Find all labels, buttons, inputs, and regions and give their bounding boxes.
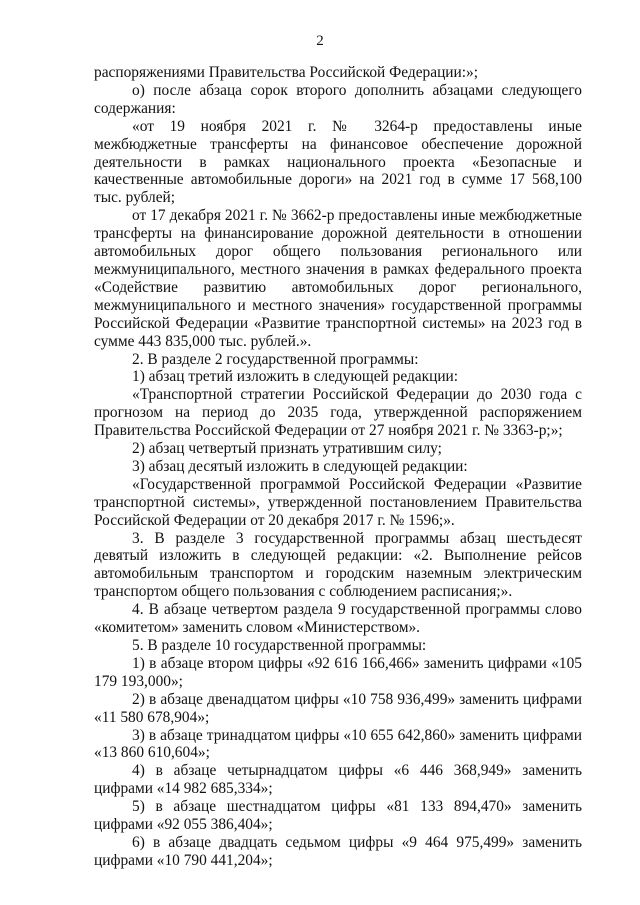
paragraph: 1) в абзаце втором цифры «92 616 166,466» заменить цифрами «105 179 193,000»; (94, 654, 582, 690)
paragraph: 4) в абзаце четырнадцатом цифры «6 446 368,949» заменить цифрами «14 982 685,334»; (94, 762, 582, 798)
paragraph: 3) в абзаце тринадцатом цифры «10 655 642,860» заменить цифрами «13 860 610,604»; (94, 726, 582, 762)
paragraph: 1) абзац третий изложить в следующей редакции: (132, 368, 459, 386)
document-body (94, 64, 582, 870)
paragraph: 6) в абзаце двадцать седьмом цифры «9 464 975,499» заменить цифрами «10 790 441,204»; (94, 833, 582, 869)
paragraph: 2. В разделе 2 государственной программы: (132, 350, 419, 368)
paragraph: 2) в абзаце двенадцатом цифры «10 758 936,499» заменить цифрами «11 580 678,904»; (94, 690, 582, 726)
paragraph: 4. В абзаце четвертом раздела 9 государственной программы слово «комитетом» заменить словом «Министерством». (94, 601, 582, 637)
paragraph: 2) абзац четвертый признать утратившим силу; (132, 440, 442, 458)
paragraph: «Государственной программой Российской Федерации «Развитие транспортной системы», утвержденной постановлением Правительства Российской Федерации от 20 декабря 2017 г. № 1596;». (94, 475, 582, 529)
paragraph: 3) абзац десятый изложить в следующей редакции: (132, 457, 468, 475)
paragraph: 5. В разделе 10 государственной программы: (132, 637, 427, 654)
paragraph: 3. В разделе 3 государственной программы абзац шестьдесят девятый изложить в следующей редакции: «2. Выполнение рейсов автомобильным транспортом и городским наземным электрическим транспортом общего пользования с соблюдением расписания;». (94, 529, 582, 601)
paragraph: о) после абзаца сорок второго дополнить абзацами следующего содержания: (94, 81, 582, 117)
paragraph: «Транспортной стратегии Российской Федерации до 2030 года с прогнозом на период до 2035 года, утвержденной распоряжением Правительства Российской Федерации от 27 ноября 2021 г. № 3363-р;»; (94, 386, 582, 440)
page-number: 2 (316, 33, 324, 49)
paragraph: от 17 декабря 2021 г. № 3662-р предоставлены иные межбюджетные трансферты на финансирование дорожной деятельности в отношении автомобильных дорог общего пользования регионального или межмуниципального, местного значения в рамках федерального проекта «Содействие развитию автомобильных дорог регионального, межмуниципального и местного значения» государственной программы Российской Федерации «Развитие транспортной системы» на 2023 год в сумме 443 835,000 тыс. рублей.». (94, 207, 582, 350)
paragraph: распоряжениями Правительства Российской Федерации:»; (94, 64, 479, 81)
paragraph: «от 19 ноября 2021 г. № 3264-р предоставлены иные межбюджетные трансферты на финансовое обеспечение дорожной деятельности в рамках национального проекта «Безопасные и качественные автомобильные дороги» на 2021 год в сумме 17 568,100 тыс. рублей; (94, 117, 582, 207)
paragraph: 5) в абзаце шестнадцатом цифры «81 133 894,470» заменить цифрами «92 055 386,404»; (94, 798, 582, 834)
